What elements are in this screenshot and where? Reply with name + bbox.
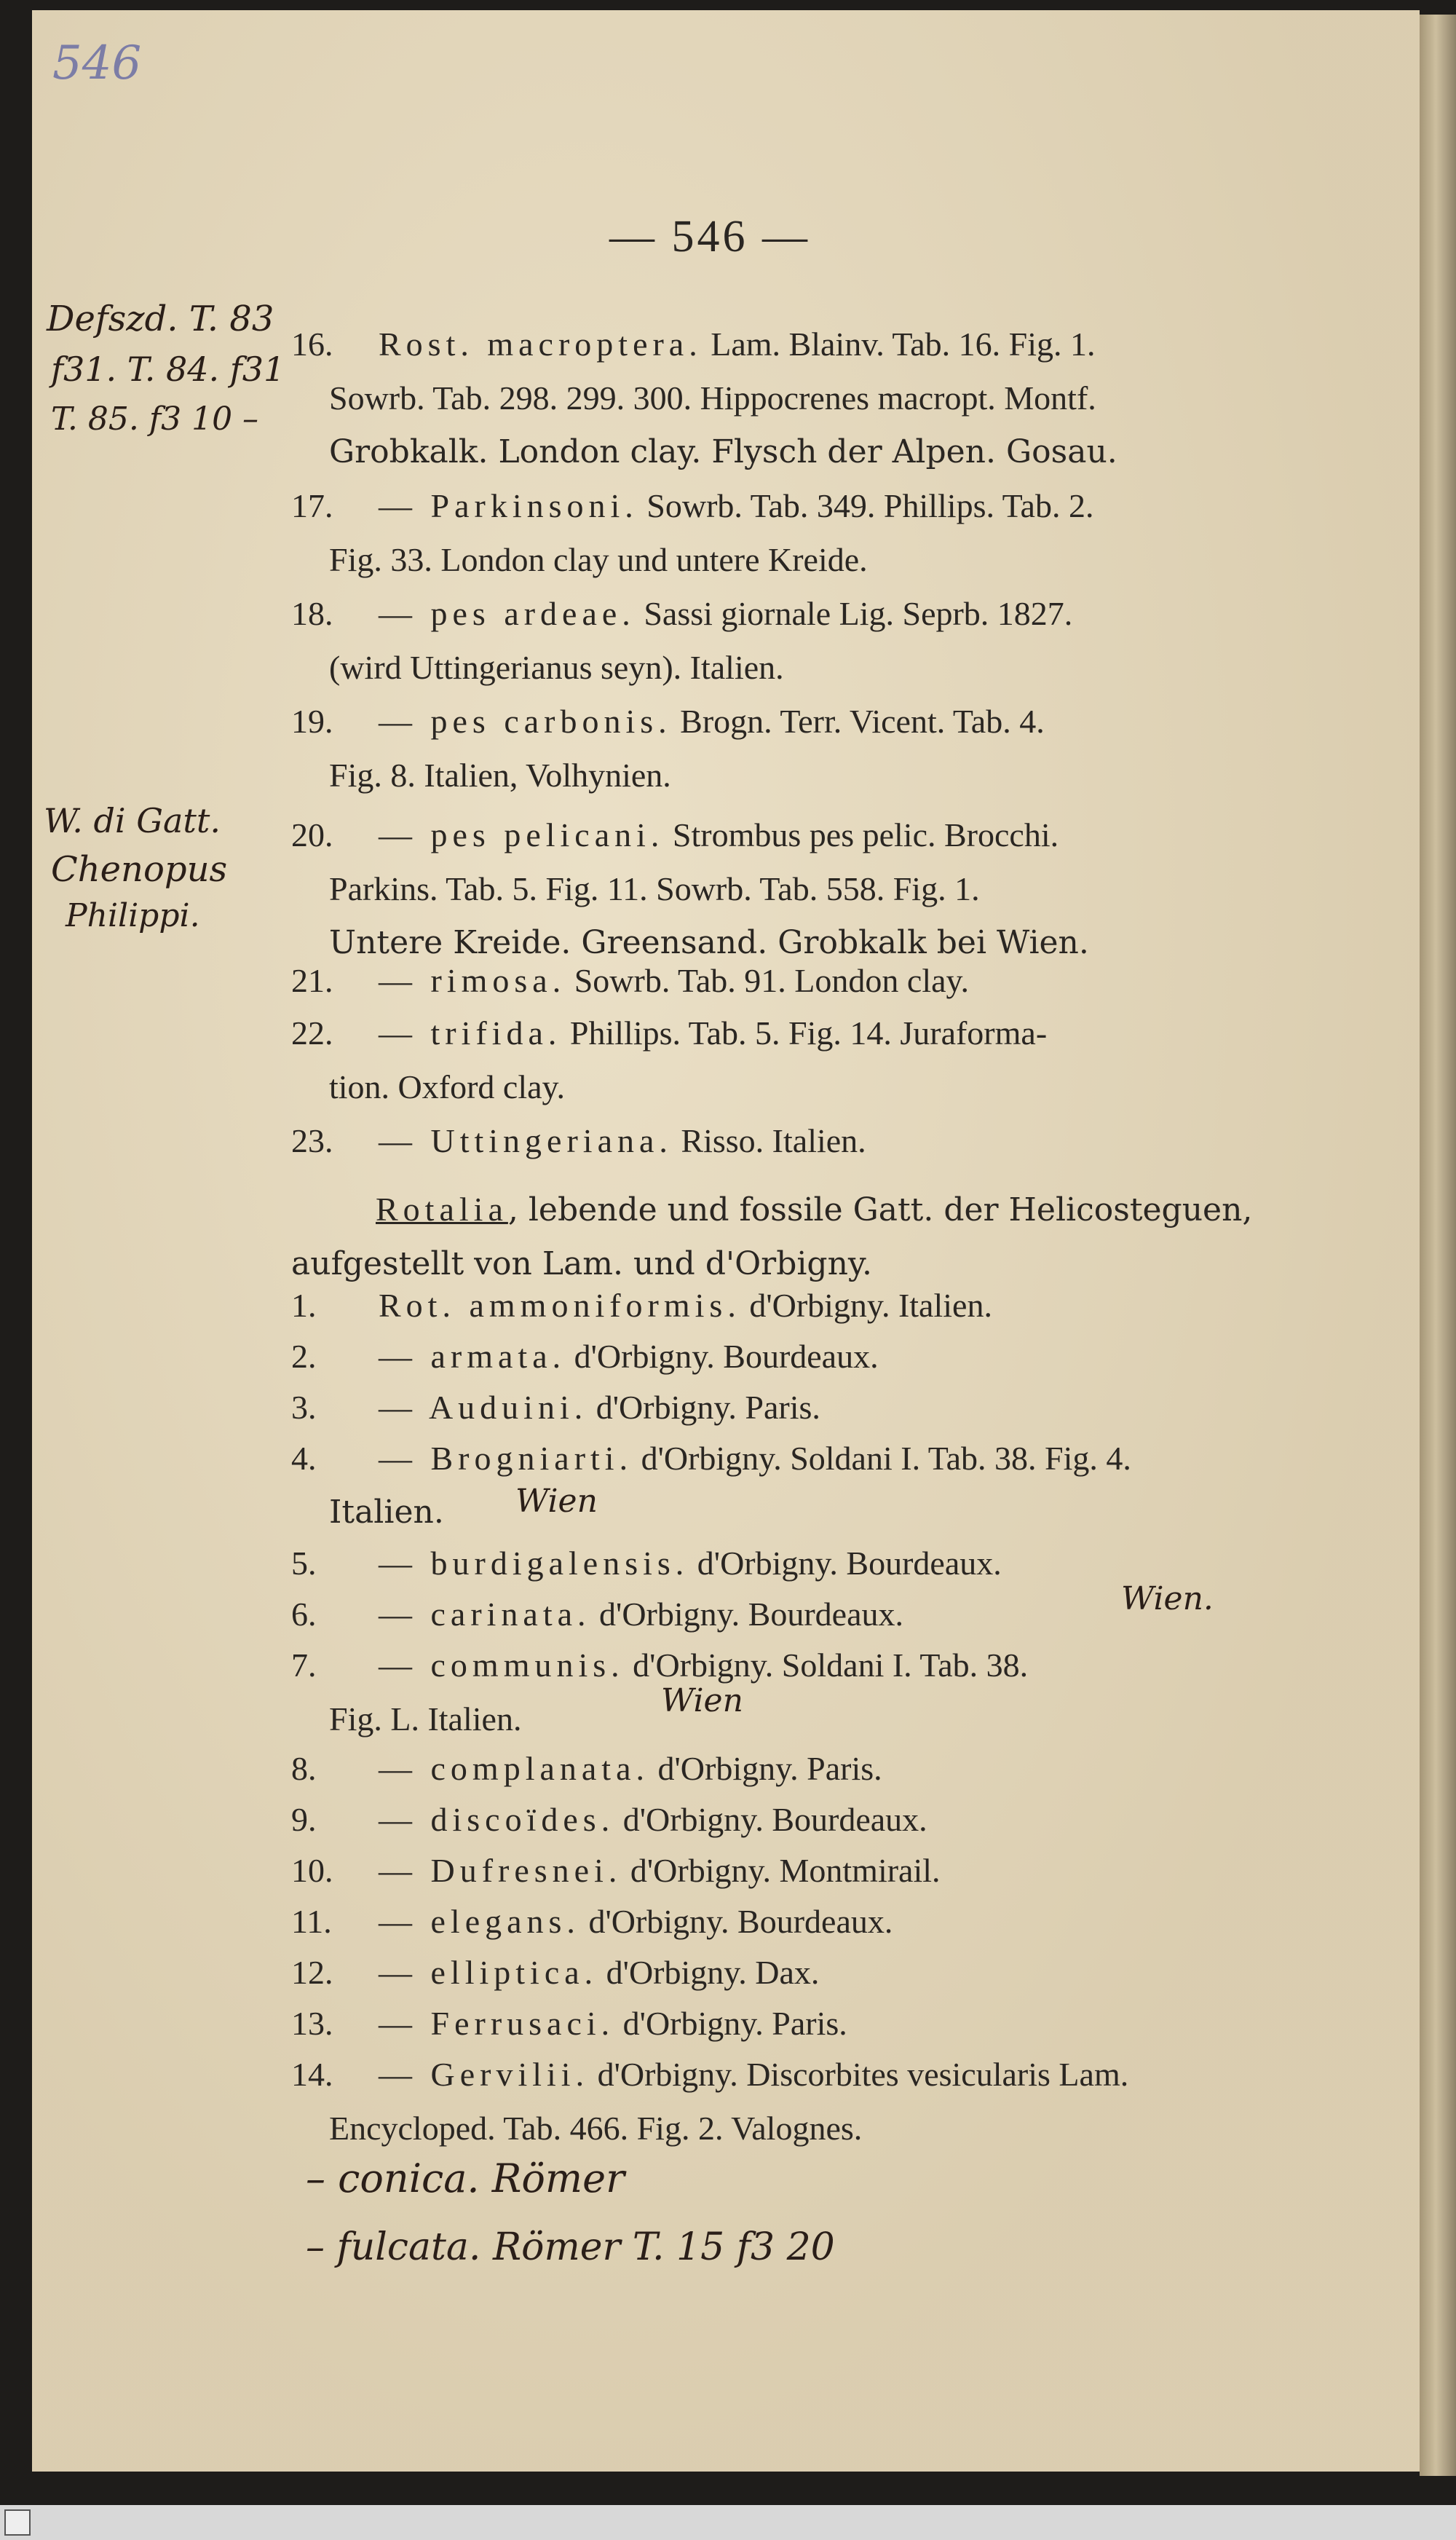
corner-page-mark: 546 <box>52 36 142 90</box>
entry-number: 22. <box>291 1014 333 1052</box>
genus-description: , lebende und fossile Gatt. der Helicosteguen, <box>507 1191 1253 1228</box>
entry-number: 5. <box>291 1545 317 1582</box>
species-name: Rost. macroptera. <box>379 326 703 363</box>
entry-number: 9. <box>291 1801 317 1838</box>
species-name: — Uttingeriana. <box>379 1122 673 1159</box>
handwritten-note: Wien <box>515 1483 598 1520</box>
entry-text: Risso. Italien. <box>672 1122 866 1159</box>
species-name: — elegans. <box>379 1903 580 1940</box>
entry-number: 10. <box>291 1852 333 1889</box>
entry-text: Lam. Blainv. Tab. 16. Fig. 1. <box>702 326 1096 363</box>
entry-text: Strombus pes pelic. Brocchi. <box>664 816 1059 853</box>
entry-19 <box>291 695 1325 802</box>
species-name: — pes carbonis. <box>379 703 672 740</box>
entry-text: d'Orbigny. Bourdeaux. <box>614 1801 927 1838</box>
entry-text: d'Orbigny. Discorbites vesicularis Lam. <box>589 2056 1129 2093</box>
species-name: — pes pelicani. <box>379 816 665 853</box>
rotalia-entry-3 <box>291 1381 1325 1435</box>
entry-number: 16. <box>291 326 333 363</box>
species-name: — Dufresnei. <box>379 1852 622 1889</box>
species-name: — Brogniarti. <box>379 1440 633 1477</box>
species-name: — carinata. <box>379 1596 591 1633</box>
species-name: — armata. <box>379 1338 566 1375</box>
species-name: — elliptica. <box>379 1954 598 1991</box>
species-name: — discoïdes. <box>379 1801 615 1838</box>
entry-21 <box>291 954 1325 1008</box>
species-name: — rimosa. <box>379 962 566 999</box>
entry-text: d'Orbigny. Paris. <box>614 2005 847 2042</box>
entry-text: d'Orbigny. Soldani I. Tab. 38. <box>624 1646 1029 1684</box>
entry-20 <box>291 808 1325 970</box>
entry-text: Sowrb. Tab. 91. London clay. <box>566 962 970 999</box>
entry-text: d'Orbigny. Bourdeaux. <box>579 1903 893 1940</box>
entry-number: 23. <box>291 1122 333 1159</box>
entry-text: d'Orbigny. Paris. <box>649 1750 882 1787</box>
entry-text: d'Orbigny. Montmirail. <box>622 1852 941 1889</box>
rotalia-entry-2 <box>291 1330 1325 1384</box>
species-name: — Parkinsoni. <box>379 487 638 524</box>
entry-number: 4. <box>291 1440 317 1477</box>
entry-text: d'Orbigny. Bourdeaux. <box>590 1596 903 1633</box>
genus-heading-rotalia <box>291 1183 1325 1291</box>
entry-text: Sassi giornale Lig. Seprb. 1827. <box>635 595 1073 632</box>
entry-continuation: Fig. L. Italien. <box>329 1700 522 1738</box>
entry-number: 13. <box>291 2005 333 2042</box>
entry-number: 11. <box>291 1903 332 1940</box>
entry-text: d'Orbigny. Bourdeaux. <box>566 1338 879 1375</box>
entry-16 <box>291 318 1325 479</box>
entry-continuation: Italien. <box>329 1494 444 1531</box>
entry-number: 18. <box>291 595 333 632</box>
entry-text: Brogn. Terr. Vicent. Tab. 4. <box>671 703 1045 740</box>
rotalia-entry-9 <box>291 1793 1325 1847</box>
rotalia-entry-7 <box>291 1638 1325 1746</box>
rotalia-entry-4 <box>291 1432 1325 1539</box>
entry-number: 6. <box>291 1596 317 1633</box>
page-edge <box>1420 15 1456 2476</box>
entry-number: 14. <box>291 2056 333 2093</box>
entry-text: d'Orbigny. Soldani I. Tab. 38. Fig. 4. <box>633 1440 1131 1477</box>
entry-text: d'Orbigny. Italien. <box>740 1287 992 1324</box>
entry-23 <box>291 1114 1325 1168</box>
entry-17 <box>291 479 1325 587</box>
genus-description-continuation: aufgestellt von Lam. und d'Orbigny. <box>291 1245 872 1282</box>
rotalia-entry-10 <box>291 1844 1325 1898</box>
entry-number: 20. <box>291 816 333 853</box>
entry-continuation: Untere Kreide. Greensand. Grobkalk bei Wien. <box>329 924 1089 961</box>
entry-number: 2. <box>291 1338 317 1375</box>
entry-continuation: Fig. 33. London clay und untere Kreide. <box>329 541 868 578</box>
entry-number: 1. <box>291 1287 317 1324</box>
entry-number: 7. <box>291 1646 317 1684</box>
species-name: Rot. ammoniformis. <box>379 1287 741 1324</box>
species-name: — complanata. <box>379 1750 650 1787</box>
handwritten-note: Philippi. <box>66 897 200 934</box>
entry-number: 8. <box>291 1750 317 1787</box>
species-name: — Gervilii. <box>379 2056 590 2093</box>
handwritten-note: Chenopus <box>51 849 228 890</box>
entry-continuation: Fig. 8. Italien, Volhynien. <box>329 757 671 794</box>
rotalia-entry-12 <box>291 1946 1325 2000</box>
handwritten-note: Defszd. T. 83 <box>47 299 274 339</box>
handwritten-note: – fulcata. Römer T. 15 f3 20 <box>306 2225 835 2269</box>
handwritten-note: f31. T. 84. f31 <box>51 350 285 389</box>
rotalia-entry-8 <box>291 1742 1325 1796</box>
entry-number: 19. <box>291 703 333 740</box>
rotalia-entry-11 <box>291 1895 1325 1949</box>
entry-number: 12. <box>291 1954 333 1991</box>
species-name: — Auduini. <box>379 1389 588 1426</box>
species-name: — burdigalensis. <box>379 1545 689 1582</box>
entry-continuation: Parkins. Tab. 5. Fig. 11. Sowrb. Tab. 558. Fig. 1. <box>329 870 980 907</box>
entry-number: 21. <box>291 962 333 999</box>
entry-text: d'Orbigny. Dax. <box>598 1954 820 1991</box>
rotalia-entry-14 <box>291 2048 1325 2156</box>
page-number: — 546 — <box>609 212 810 261</box>
entry-continuation: Sowrb. Tab. 298. 299. 300. Hippocrenes macropt. Montf. <box>329 379 1096 417</box>
handwritten-note: T. 85. f3 10 – <box>51 401 259 438</box>
handwritten-note: Wien. <box>1121 1580 1214 1617</box>
entry-continuation: tion. Oxford clay. <box>329 1068 566 1105</box>
entry-text: Phillips. Tab. 5. Fig. 14. Juraforma- <box>561 1014 1048 1052</box>
handwritten-note: W. di Gatt. <box>44 801 221 840</box>
handwritten-note: Wien <box>661 1682 743 1719</box>
species-name: — pes ardeae. <box>379 595 636 632</box>
handwritten-note: – conica. Römer <box>306 2156 625 2201</box>
entry-continuation: Encycloped. Tab. 466. Fig. 2. Valognes. <box>329 2110 863 2147</box>
viewer-logo-icon <box>4 2509 31 2536</box>
rotalia-entry-1 <box>291 1279 1325 1333</box>
entry-text: d'Orbigny. Paris. <box>587 1389 820 1426</box>
entry-text: d'Orbigny. Bourdeaux. <box>689 1545 1002 1582</box>
entry-22 <box>291 1006 1325 1114</box>
species-name: — communis. <box>379 1646 625 1684</box>
entry-number: 17. <box>291 487 333 524</box>
species-name: — trifida. <box>379 1014 562 1052</box>
entry-18 <box>291 587 1325 695</box>
entry-number: 3. <box>291 1389 317 1426</box>
entry-text: Sowrb. Tab. 349. Phillips. Tab. 2. <box>638 487 1094 524</box>
rotalia-entry-13 <box>291 1997 1325 2051</box>
entry-continuation: Grobkalk. London clay. Flysch der Alpen. Gosau. <box>329 433 1117 470</box>
entry-continuation: (wird Uttingerianus seyn). Italien. <box>329 649 784 686</box>
genus-name: Rotalia <box>376 1191 508 1228</box>
species-name: — Ferrusaci. <box>379 2005 615 2042</box>
viewer-bottom-bar <box>0 2505 1456 2540</box>
